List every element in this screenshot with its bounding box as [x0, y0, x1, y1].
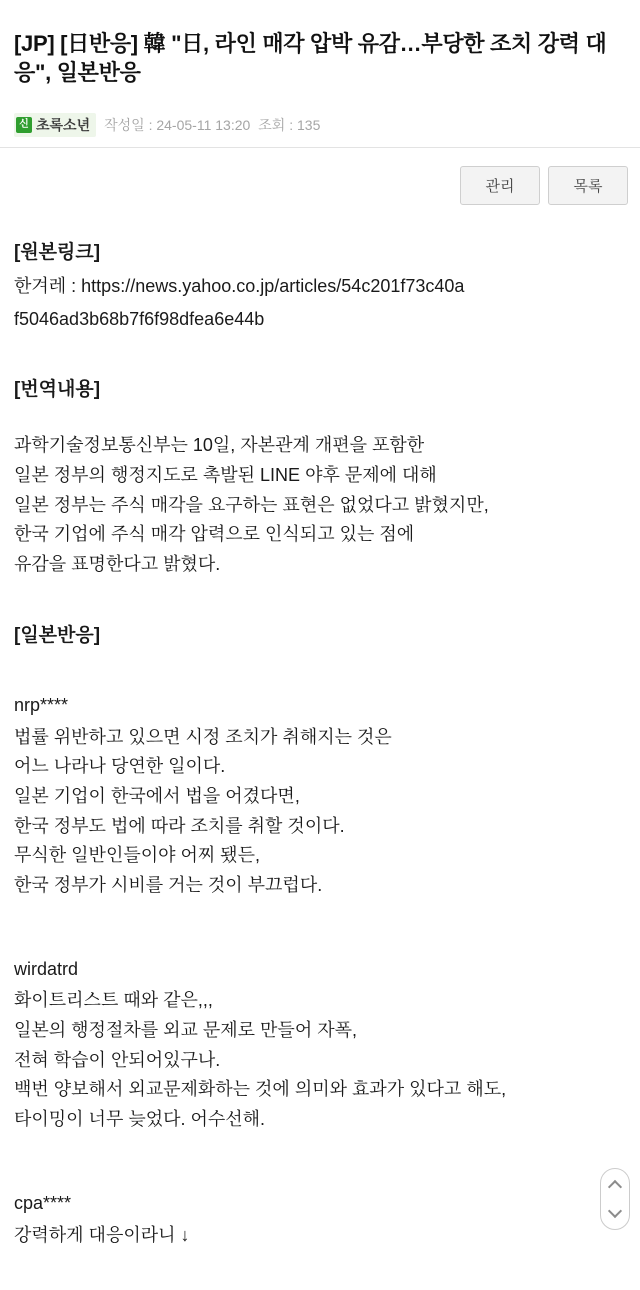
reaction-heading: [일본반응] — [14, 624, 101, 646]
post-date: 작성일 : 24-05-11 13:20 — [104, 116, 251, 133]
comment-line: 일본 기업이 한국에서 법을 어겼다면, — [14, 785, 300, 806]
comment-line: 타이밍이 너무 늦었다. 어수선해. — [14, 1109, 266, 1130]
comment-nickname: nrp**** — [14, 694, 69, 715]
spacer — [14, 1135, 626, 1179]
list-button[interactable]: 목록 — [548, 166, 628, 205]
comment-line: 어느 나라나 당연한 일이다. — [14, 756, 226, 777]
scroll-nav[interactable] — [600, 1168, 630, 1230]
spacer — [14, 409, 626, 431]
post-toolbar — [0, 148, 640, 215]
translation-line: 한국 기업에 주식 매각 압력으로 인식되고 있는 점에 — [14, 524, 415, 545]
spacer — [14, 338, 626, 360]
page-title: [JP] [日반응] 韓 "日, 라인 매각 압박 유감…부당한 조치 강력 대응", 일본반응 — [14, 30, 607, 86]
comment-line: 강력하게 대응이라니 ↓ — [14, 1224, 190, 1245]
comment-line: 화이트리스트 때와 같은,,, — [14, 990, 213, 1011]
translation-line: 과학기술정보통신부는 10일, 자본관계 개편을 포함한 — [14, 435, 425, 456]
chevron-up-icon[interactable] — [609, 1180, 621, 1192]
rank-icon: 신 — [16, 117, 32, 133]
comment-line: 무식한 일반인들이야 어찌 됐든, — [14, 845, 261, 866]
spacer — [14, 580, 626, 606]
source-link-line-1[interactable]: 한겨레 : https://news.yahoo.co.jp/articles/54c201f73c40a — [14, 276, 465, 297]
translation-heading: [번역내용] — [14, 378, 101, 400]
list-item — [14, 1189, 626, 1250]
comment-nickname: cpa**** — [14, 1192, 72, 1213]
post-meta — [0, 107, 640, 147]
comment-line: 한국 정부도 법에 따라 조치를 취할 것이다. — [14, 815, 345, 836]
list-item — [14, 955, 626, 1135]
spacer — [14, 901, 626, 945]
comment-line: 전혀 학습이 안되어있구나. — [14, 1049, 221, 1070]
comment-line: 일본의 행정절차를 외교 문제로 만들어 자폭, — [14, 1020, 357, 1041]
translation-line: 유감을 표명한다고 밝혔다. — [14, 553, 221, 574]
manage-button[interactable]: 관리 — [460, 166, 540, 205]
translation-line: 일본 정부는 주식 매각을 요구하는 표현은 없었다고 밝혔지만, — [14, 494, 489, 515]
list-item — [14, 691, 626, 901]
translation-line: 일본 정부의 행정지도로 촉발된 LINE 야후 문제에 대해 — [14, 464, 437, 485]
comment-line: 한국 정부가 시비를 거는 것이 부끄럽다. — [14, 875, 323, 896]
source-heading: [원본링크] — [14, 241, 101, 263]
post-content — [0, 215, 640, 1290]
author-badge[interactable] — [14, 113, 96, 137]
comment-line: 백번 양보해서 외교문제화하는 것에 의미와 효과가 있다고 해도, — [14, 1079, 507, 1100]
comment-line: 법률 위반하고 있으면 시정 조치가 취해지는 것은 — [14, 726, 392, 747]
author-name: 초록소년 — [36, 116, 91, 133]
chevron-down-icon[interactable] — [609, 1206, 621, 1218]
post-views: 조회 : 135 — [258, 116, 321, 133]
spacer — [14, 655, 626, 681]
source-link-line-2[interactable]: f5046ad3b68b7f6f98dfea6e44b — [14, 308, 265, 329]
comment-nickname: wirdatrd — [14, 958, 79, 979]
